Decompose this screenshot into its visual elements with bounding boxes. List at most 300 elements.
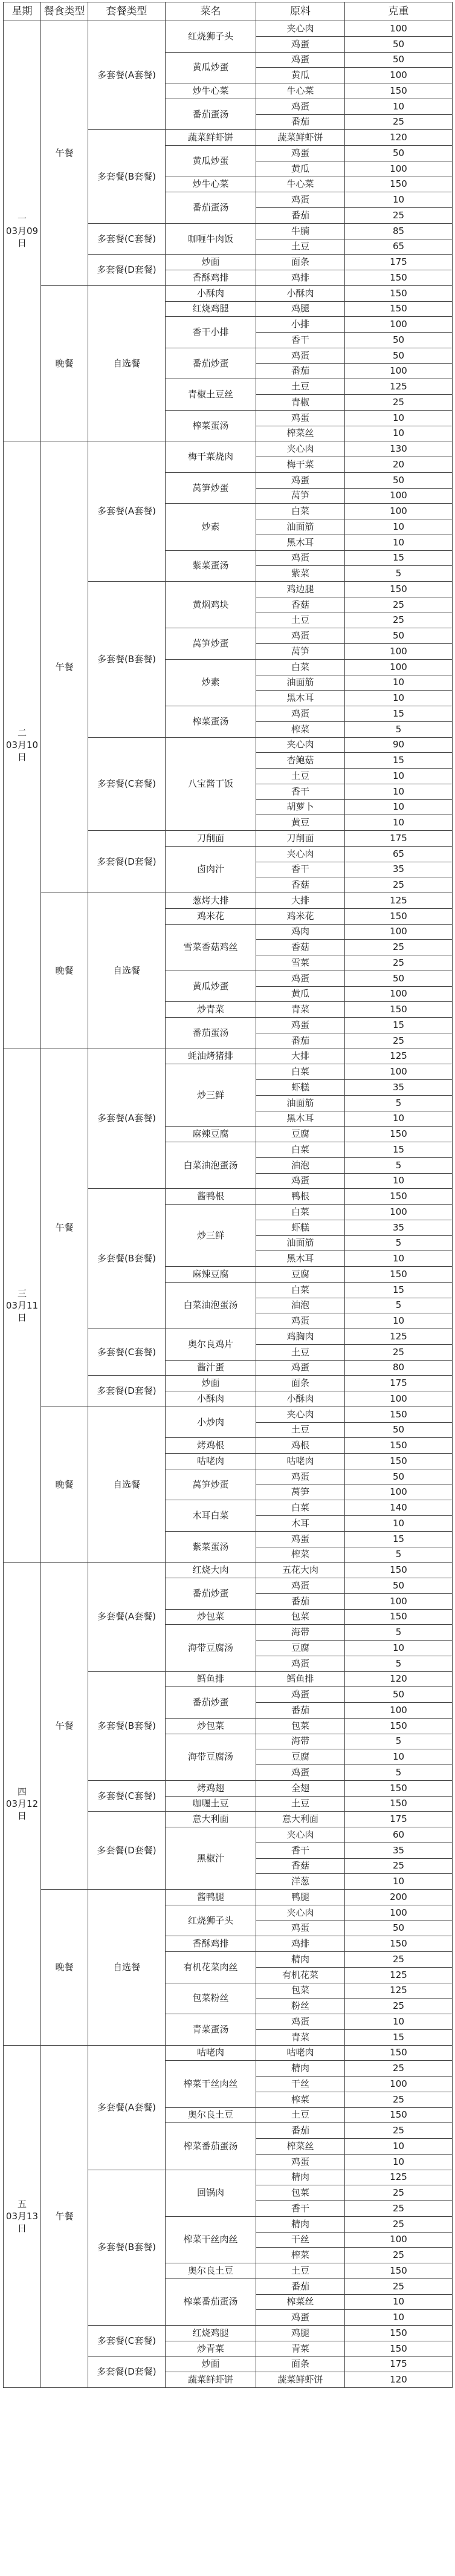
dish-name-cell: 黑椒汁 — [166, 1827, 256, 1890]
ingredient-cell: 油面筋 — [256, 519, 345, 535]
ingredient-cell: 牛腩 — [256, 223, 345, 239]
weight-cell: 10 — [345, 1516, 453, 1532]
ingredient-cell: 包菜 — [256, 2185, 345, 2201]
ingredient-cell: 香干 — [256, 1843, 345, 1858]
dish-name-cell: 炒牛心菜 — [166, 83, 256, 99]
weight-cell: 125 — [345, 1967, 453, 1983]
weight-cell: 5 — [345, 721, 453, 737]
table-row — [4, 21, 453, 37]
dish-name-cell: 黄焖鸡块 — [166, 582, 256, 628]
weight-cell: 25 — [345, 1999, 453, 2014]
ingredient-cell: 鸡蛋 — [256, 971, 345, 986]
weight-cell: 100 — [345, 1703, 453, 1719]
ingredient-cell: 白菜 — [256, 1142, 345, 1158]
ingredient-cell: 榨菜丝 — [256, 426, 345, 441]
weight-cell: 100 — [345, 986, 453, 1002]
weight-cell: 100 — [345, 504, 453, 519]
dish-name-cell: 榨菜番茄蛋汤 — [166, 2123, 256, 2170]
dish-name-cell: 紫菜蛋汤 — [166, 1531, 256, 1563]
dish-name-cell: 红烧狮子头 — [166, 21, 256, 53]
weight-cell: 100 — [345, 21, 453, 37]
ingredient-cell: 黑木耳 — [256, 1111, 345, 1127]
ingredient-cell: 精肉 — [256, 1952, 345, 1968]
weight-cell: 50 — [345, 628, 453, 644]
ingredient-cell: 黑木耳 — [256, 535, 345, 550]
ingredient-cell: 鸡蛋 — [256, 550, 345, 566]
weight-cell: 150 — [345, 1936, 453, 1952]
dish-name-cell: 白菜油泡蛋汤 — [166, 1142, 256, 1189]
ingredient-cell: 牛心菜 — [256, 177, 345, 192]
weight-cell: 10 — [345, 426, 453, 441]
ingredient-cell: 粉丝 — [256, 1999, 345, 2014]
package-type-cell: 多套餐(A套餐) — [88, 1563, 166, 1671]
dish-name-cell: 香干小排 — [166, 317, 256, 348]
ingredient-cell: 鸡蛋 — [256, 706, 345, 722]
weight-cell: 25 — [345, 2248, 453, 2263]
weight-cell: 150 — [345, 83, 453, 99]
dish-name-cell: 麻辣豆腐 — [166, 1127, 256, 1142]
dish-name-cell: 鳕鱼排 — [166, 1671, 256, 1687]
ingredient-cell: 鸡蛋 — [256, 1469, 345, 1485]
meal-type-cell: 午餐 — [41, 2045, 88, 2388]
ingredient-cell: 番茄 — [256, 1703, 345, 1719]
dish-name-cell: 包菜粉丝 — [166, 1983, 256, 2014]
weight-cell: 100 — [345, 1905, 453, 1921]
weekday-label: 四 — [17, 1786, 27, 1797]
ingredient-cell: 鸡边腿 — [256, 582, 345, 597]
ingredient-cell: 雪菜 — [256, 955, 345, 971]
weight-cell: 5 — [345, 1734, 453, 1749]
weight-cell: 10 — [345, 1111, 453, 1127]
weight-cell: 10 — [345, 2294, 453, 2310]
weight-cell: 150 — [345, 1002, 453, 1018]
weight-cell: 10 — [345, 815, 453, 831]
ingredient-cell: 莴笋 — [256, 1485, 345, 1500]
weight-cell: 25 — [345, 2278, 453, 2294]
header-ingredient: 原料 — [256, 2, 345, 21]
ingredient-cell: 面条 — [256, 255, 345, 270]
ingredient-cell: 小酥肉 — [256, 1391, 345, 1407]
ingredient-cell: 鸡蛋 — [256, 2310, 345, 2326]
ingredient-cell: 鸡蛋 — [256, 348, 345, 363]
weight-cell: 35 — [345, 1220, 453, 1235]
ingredient-cell: 番茄 — [256, 363, 345, 379]
dish-name-cell: 回锅肉 — [166, 2170, 256, 2216]
ingredient-cell: 五花大肉 — [256, 1563, 345, 1578]
ingredient-cell: 虾糕 — [256, 1220, 345, 1235]
weight-cell: 10 — [345, 1251, 453, 1267]
ingredient-cell: 青椒 — [256, 395, 345, 411]
weight-cell: 35 — [345, 1843, 453, 1858]
ingredient-cell: 精肉 — [256, 2216, 345, 2232]
dish-name-cell: 红烧鸡腿 — [166, 2326, 256, 2341]
weight-cell: 50 — [345, 472, 453, 488]
weight-cell: 150 — [345, 2263, 453, 2279]
ingredient-cell: 全翅 — [256, 1780, 345, 1796]
header-dish-name: 菜名 — [166, 2, 256, 21]
weight-cell: 100 — [345, 924, 453, 940]
ingredient-cell: 咕咾肉 — [256, 2045, 345, 2061]
ingredient-cell: 白菜 — [256, 1064, 345, 1080]
package-type-cell: 多套餐(A套餐) — [88, 21, 166, 130]
header-row — [4, 2, 453, 21]
weight-cell: 25 — [345, 395, 453, 411]
ingredient-cell: 蔬菜鲜虾饼 — [256, 130, 345, 146]
weight-cell: 10 — [345, 1874, 453, 1890]
ingredient-cell: 土豆 — [256, 379, 345, 395]
dish-name-cell: 意大利面 — [166, 1812, 256, 1827]
menu-body — [4, 21, 453, 2388]
weight-cell: 5 — [345, 1625, 453, 1641]
ingredient-cell: 包菜 — [256, 1983, 345, 1999]
package-type-cell: 多套餐(C套餐) — [88, 2326, 166, 2357]
weight-cell: 125 — [345, 1983, 453, 1999]
dish-name-cell: 炒面 — [166, 255, 256, 270]
weight-cell: 20 — [345, 457, 453, 473]
dish-name-cell: 蔬菜鲜虾饼 — [166, 2372, 256, 2388]
weight-cell: 150 — [345, 2326, 453, 2341]
weight-cell: 5 — [345, 1547, 453, 1563]
ingredient-cell: 黑木耳 — [256, 1251, 345, 1267]
dish-name-cell: 咕咾肉 — [166, 1454, 256, 1469]
dish-name-cell: 烤鸡根 — [166, 1438, 256, 1454]
dish-name-cell: 炒包菜 — [166, 1609, 256, 1625]
package-type-cell: 多套餐(C套餐) — [88, 1329, 166, 1376]
dish-name-cell: 炒包菜 — [166, 1718, 256, 1734]
ingredient-cell: 鸡蛋 — [256, 192, 345, 208]
ingredient-cell: 包菜 — [256, 1718, 345, 1734]
dish-name-cell: 榨菜干丝肉丝 — [166, 2061, 256, 2107]
weight-cell: 25 — [345, 114, 453, 130]
weight-cell: 150 — [345, 177, 453, 192]
weight-cell: 10 — [345, 2310, 453, 2326]
weight-cell: 90 — [345, 737, 453, 753]
weight-cell: 25 — [345, 2201, 453, 2217]
ingredient-cell: 精肉 — [256, 2061, 345, 2077]
table-row — [4, 1407, 453, 1422]
dish-name-cell: 有机花菜肉丝 — [166, 1952, 256, 1983]
weekday-cell — [4, 441, 41, 1049]
weight-cell: 150 — [345, 270, 453, 286]
ingredient-cell: 鸡排 — [256, 270, 345, 286]
ingredient-cell: 鸡蛋 — [256, 2014, 345, 2030]
package-type-cell: 多套餐(B套餐) — [88, 1189, 166, 1329]
ingredient-cell: 鸡蛋 — [256, 1656, 345, 1671]
weight-cell: 5 — [345, 1157, 453, 1173]
weight-cell: 80 — [345, 1360, 453, 1376]
ingredient-cell: 鸡蛋 — [256, 2154, 345, 2170]
dish-name-cell: 奥尔良土豆 — [166, 2263, 256, 2279]
ingredient-cell: 夹心肉 — [256, 1905, 345, 1921]
weight-cell: 150 — [345, 285, 453, 301]
weight-cell: 100 — [345, 659, 453, 675]
package-type-cell: 自选餐 — [88, 893, 166, 1049]
weight-cell: 5 — [345, 1298, 453, 1313]
package-type-cell: 多套餐(B套餐) — [88, 2170, 166, 2326]
ingredient-cell: 洋葱 — [256, 1874, 345, 1890]
ingredient-cell: 海带 — [256, 1734, 345, 1749]
weight-cell: 100 — [345, 644, 453, 660]
dish-name-cell: 炒三鲜 — [166, 1205, 256, 1267]
weight-cell: 60 — [345, 1827, 453, 1843]
ingredient-cell: 干丝 — [256, 2232, 345, 2248]
weight-cell: 50 — [345, 1687, 453, 1703]
dish-name-cell: 炒青菜 — [166, 1002, 256, 1018]
package-type-cell: 多套餐(C套餐) — [88, 223, 166, 255]
dish-name-cell: 炒三鲜 — [166, 1064, 256, 1127]
package-type-cell: 多套餐(D套餐) — [88, 255, 166, 286]
date-label: 03月10日 — [5, 739, 39, 763]
ingredient-cell: 香干 — [256, 333, 345, 348]
ingredient-cell: 杏鲍菇 — [256, 753, 345, 769]
ingredient-cell: 鸡蛋 — [256, 472, 345, 488]
weight-cell: 35 — [345, 1080, 453, 1096]
ingredient-cell: 鸡蛋 — [256, 1578, 345, 1594]
weight-cell: 10 — [345, 1173, 453, 1189]
package-type-cell: 多套餐(D套餐) — [88, 1812, 166, 1890]
package-type-cell: 多套餐(C套餐) — [88, 737, 166, 831]
package-type-cell: 多套餐(D套餐) — [88, 2356, 166, 2388]
dish-name-cell: 黄瓜炒蛋 — [166, 146, 256, 177]
weight-cell: 150 — [345, 1609, 453, 1625]
weight-cell: 100 — [345, 1391, 453, 1407]
weight-cell: 100 — [345, 1205, 453, 1220]
weight-cell: 10 — [345, 535, 453, 550]
weight-cell: 150 — [345, 1454, 453, 1469]
package-type-cell: 多套餐(A套餐) — [88, 441, 166, 582]
weight-cell: 125 — [345, 893, 453, 909]
ingredient-cell: 白菜 — [256, 1205, 345, 1220]
table-row — [4, 1049, 453, 1064]
ingredient-cell: 青菜 — [256, 2029, 345, 2045]
dish-name-cell: 卤肉汁 — [166, 846, 256, 893]
weight-cell: 25 — [345, 877, 453, 893]
ingredient-cell: 夹心肉 — [256, 737, 345, 753]
weight-cell: 15 — [345, 1142, 453, 1158]
ingredient-cell: 土豆 — [256, 2263, 345, 2279]
weight-cell: 10 — [345, 410, 453, 426]
ingredient-cell: 白菜 — [256, 659, 345, 675]
dish-name-cell: 酱鸭腿 — [166, 1890, 256, 1905]
weight-cell: 100 — [345, 2232, 453, 2248]
package-type-cell: 多套餐(B套餐) — [88, 582, 166, 738]
ingredient-cell: 榨菜 — [256, 2248, 345, 2263]
ingredient-cell: 油面筋 — [256, 1235, 345, 1251]
ingredient-cell: 豆腐 — [256, 1641, 345, 1656]
weight-cell: 25 — [345, 1952, 453, 1968]
weight-cell: 15 — [345, 2029, 453, 2045]
ingredient-cell: 牛心菜 — [256, 83, 345, 99]
ingredient-cell: 白菜 — [256, 1282, 345, 1298]
weight-cell: 65 — [345, 846, 453, 862]
weight-cell: 5 — [345, 1656, 453, 1671]
ingredient-cell: 鸡蛋 — [256, 1765, 345, 1781]
dish-name-cell: 鸡米花 — [166, 908, 256, 924]
ingredient-cell: 榨菜 — [256, 721, 345, 737]
dish-name-cell: 青菜蛋汤 — [166, 2014, 256, 2046]
weight-cell: 150 — [345, 1438, 453, 1454]
package-type-cell: 自选餐 — [88, 1407, 166, 1563]
ingredient-cell: 大排 — [256, 1049, 345, 1064]
dish-name-cell: 榨菜蛋汤 — [166, 706, 256, 738]
ingredient-cell: 鸡蛋 — [256, 36, 345, 52]
dish-name-cell: 莴笋炒蛋 — [166, 628, 256, 660]
weight-cell: 10 — [345, 99, 453, 114]
weight-cell: 50 — [345, 348, 453, 363]
ingredient-cell: 白菜 — [256, 1500, 345, 1516]
ingredient-cell: 鸡蛋 — [256, 410, 345, 426]
ingredient-cell: 有机花菜 — [256, 1967, 345, 1983]
weight-cell: 130 — [345, 441, 453, 457]
ingredient-cell: 鸡根 — [256, 1438, 345, 1454]
ingredient-cell: 油面筋 — [256, 1095, 345, 1111]
weight-cell: 85 — [345, 223, 453, 239]
ingredient-cell: 夹心肉 — [256, 441, 345, 457]
weight-cell: 10 — [345, 1749, 453, 1765]
weight-cell: 15 — [345, 1018, 453, 1033]
ingredient-cell: 番茄 — [256, 1593, 345, 1609]
ingredient-cell: 土豆 — [256, 1344, 345, 1360]
dish-name-cell: 烤鸡翅 — [166, 1780, 256, 1796]
ingredient-cell: 香菇 — [256, 1858, 345, 1874]
dish-name-cell: 雪菜香菇鸡丝 — [166, 924, 256, 971]
table-row — [4, 285, 453, 301]
weekday-cell — [4, 2045, 41, 2388]
ingredient-cell: 夹心肉 — [256, 21, 345, 37]
dish-name-cell: 葱烤大排 — [166, 893, 256, 909]
ingredient-cell: 鸡腿 — [256, 2326, 345, 2341]
date-label: 03月13日 — [5, 2211, 39, 2234]
weight-cell: 25 — [345, 597, 453, 613]
package-type-cell: 自选餐 — [88, 285, 166, 441]
ingredient-cell: 鸡蛋 — [256, 1173, 345, 1189]
package-type-cell: 多套餐(B套餐) — [88, 1671, 166, 1780]
ingredient-cell: 榨菜丝 — [256, 2139, 345, 2155]
ingredient-cell: 鸡蛋 — [256, 1921, 345, 1936]
ingredient-cell: 鸡胸肉 — [256, 1329, 345, 1345]
ingredient-cell: 油泡 — [256, 1298, 345, 1313]
weight-cell: 10 — [345, 1313, 453, 1329]
ingredient-cell: 鸡蛋 — [256, 1313, 345, 1329]
meal-type-cell: 晚餐 — [41, 1890, 88, 2046]
weight-cell: 100 — [345, 1064, 453, 1080]
weight-cell: 10 — [345, 519, 453, 535]
dish-name-cell: 榨菜番茄蛋汤 — [166, 2278, 256, 2325]
table-row — [4, 893, 453, 909]
weight-cell: 120 — [345, 2372, 453, 2388]
weight-cell: 200 — [345, 1890, 453, 1905]
ingredient-cell: 榨菜丝 — [256, 2294, 345, 2310]
meal-type-cell: 午餐 — [41, 1049, 88, 1407]
ingredient-cell: 土豆 — [256, 1796, 345, 1812]
ingredient-cell: 干丝 — [256, 2077, 345, 2092]
weight-cell: 100 — [345, 1593, 453, 1609]
dish-name-cell: 红烧鸡腿 — [166, 301, 256, 317]
ingredient-cell: 番茄 — [256, 114, 345, 130]
ingredient-cell: 刀削面 — [256, 831, 345, 847]
weight-cell: 25 — [345, 2061, 453, 2077]
weight-cell: 100 — [345, 161, 453, 177]
weight-cell: 10 — [345, 799, 453, 815]
ingredient-cell: 黄瓜 — [256, 161, 345, 177]
dish-name-cell: 奥尔良土豆 — [166, 2107, 256, 2123]
meal-type-cell: 晚餐 — [41, 893, 88, 1049]
package-type-cell: 多套餐(A套餐) — [88, 1049, 166, 1189]
meal-type-cell: 午餐 — [41, 441, 88, 893]
weight-cell: 25 — [345, 2216, 453, 2232]
weight-cell: 125 — [345, 1329, 453, 1345]
package-type-cell: 多套餐(C套餐) — [88, 1780, 166, 1812]
ingredient-cell: 莴笋 — [256, 644, 345, 660]
ingredient-cell: 鸡蛋 — [256, 1687, 345, 1703]
dish-name-cell: 番茄炒蛋 — [166, 348, 256, 379]
weight-cell: 15 — [345, 1282, 453, 1298]
weight-cell: 25 — [345, 1033, 453, 1049]
weight-cell: 50 — [345, 36, 453, 52]
ingredient-cell: 番茄 — [256, 208, 345, 224]
weight-cell: 120 — [345, 130, 453, 146]
weekday-cell — [4, 1563, 41, 2045]
weight-cell: 175 — [345, 255, 453, 270]
weight-cell: 125 — [345, 379, 453, 395]
weight-cell: 50 — [345, 146, 453, 161]
weight-cell: 150 — [345, 301, 453, 317]
ingredient-cell: 香菇 — [256, 597, 345, 613]
ingredient-cell: 油面筋 — [256, 675, 345, 691]
ingredient-cell: 鸡腿 — [256, 301, 345, 317]
ingredient-cell: 面条 — [256, 2356, 345, 2372]
dish-name-cell: 红烧狮子头 — [166, 1905, 256, 1936]
dish-name-cell: 木耳白菜 — [166, 1500, 256, 1532]
ingredient-cell: 鸡蛋 — [256, 1531, 345, 1547]
header-package-type: 套餐类型 — [88, 2, 166, 21]
weight-cell: 175 — [345, 1376, 453, 1391]
ingredient-cell: 土豆 — [256, 2107, 345, 2123]
date-label: 03月11日 — [5, 1299, 39, 1323]
weight-cell: 50 — [345, 1422, 453, 1438]
meal-type-cell: 晚餐 — [41, 1407, 88, 1563]
table-row — [4, 1563, 453, 1578]
weight-cell: 25 — [345, 1858, 453, 1874]
weight-cell: 10 — [345, 2154, 453, 2170]
ingredient-cell: 鳕鱼排 — [256, 1671, 345, 1687]
ingredient-cell: 青菜 — [256, 2341, 345, 2356]
package-type-cell: 多套餐(A套餐) — [88, 2045, 166, 2170]
ingredient-cell: 鸭腿 — [256, 1890, 345, 1905]
weight-cell: 15 — [345, 706, 453, 722]
package-type-cell: 多套餐(D套餐) — [88, 1376, 166, 1407]
ingredient-cell: 黄瓜 — [256, 68, 345, 83]
weight-cell: 150 — [345, 582, 453, 597]
weekday-label: 五 — [17, 2198, 27, 2210]
ingredient-cell: 小排 — [256, 317, 345, 333]
ingredient-cell: 鸭根 — [256, 1189, 345, 1205]
weight-cell: 25 — [345, 940, 453, 955]
weight-cell: 100 — [345, 1485, 453, 1500]
dish-name-cell: 番茄炒蛋 — [166, 1687, 256, 1719]
header-weekday: 星期 — [4, 2, 41, 21]
package-type-cell: 自选餐 — [88, 1890, 166, 2046]
dish-name-cell: 蔬菜鲜虾饼 — [166, 130, 256, 146]
weight-cell: 150 — [345, 1407, 453, 1422]
weekday-label: 一 — [17, 213, 27, 224]
ingredient-cell: 大排 — [256, 893, 345, 909]
weight-cell: 140 — [345, 1500, 453, 1516]
ingredient-cell: 意大利面 — [256, 1812, 345, 1827]
header-meal-type: 餐食类型 — [41, 2, 88, 21]
ingredient-cell: 土豆 — [256, 613, 345, 628]
weight-cell: 100 — [345, 68, 453, 83]
